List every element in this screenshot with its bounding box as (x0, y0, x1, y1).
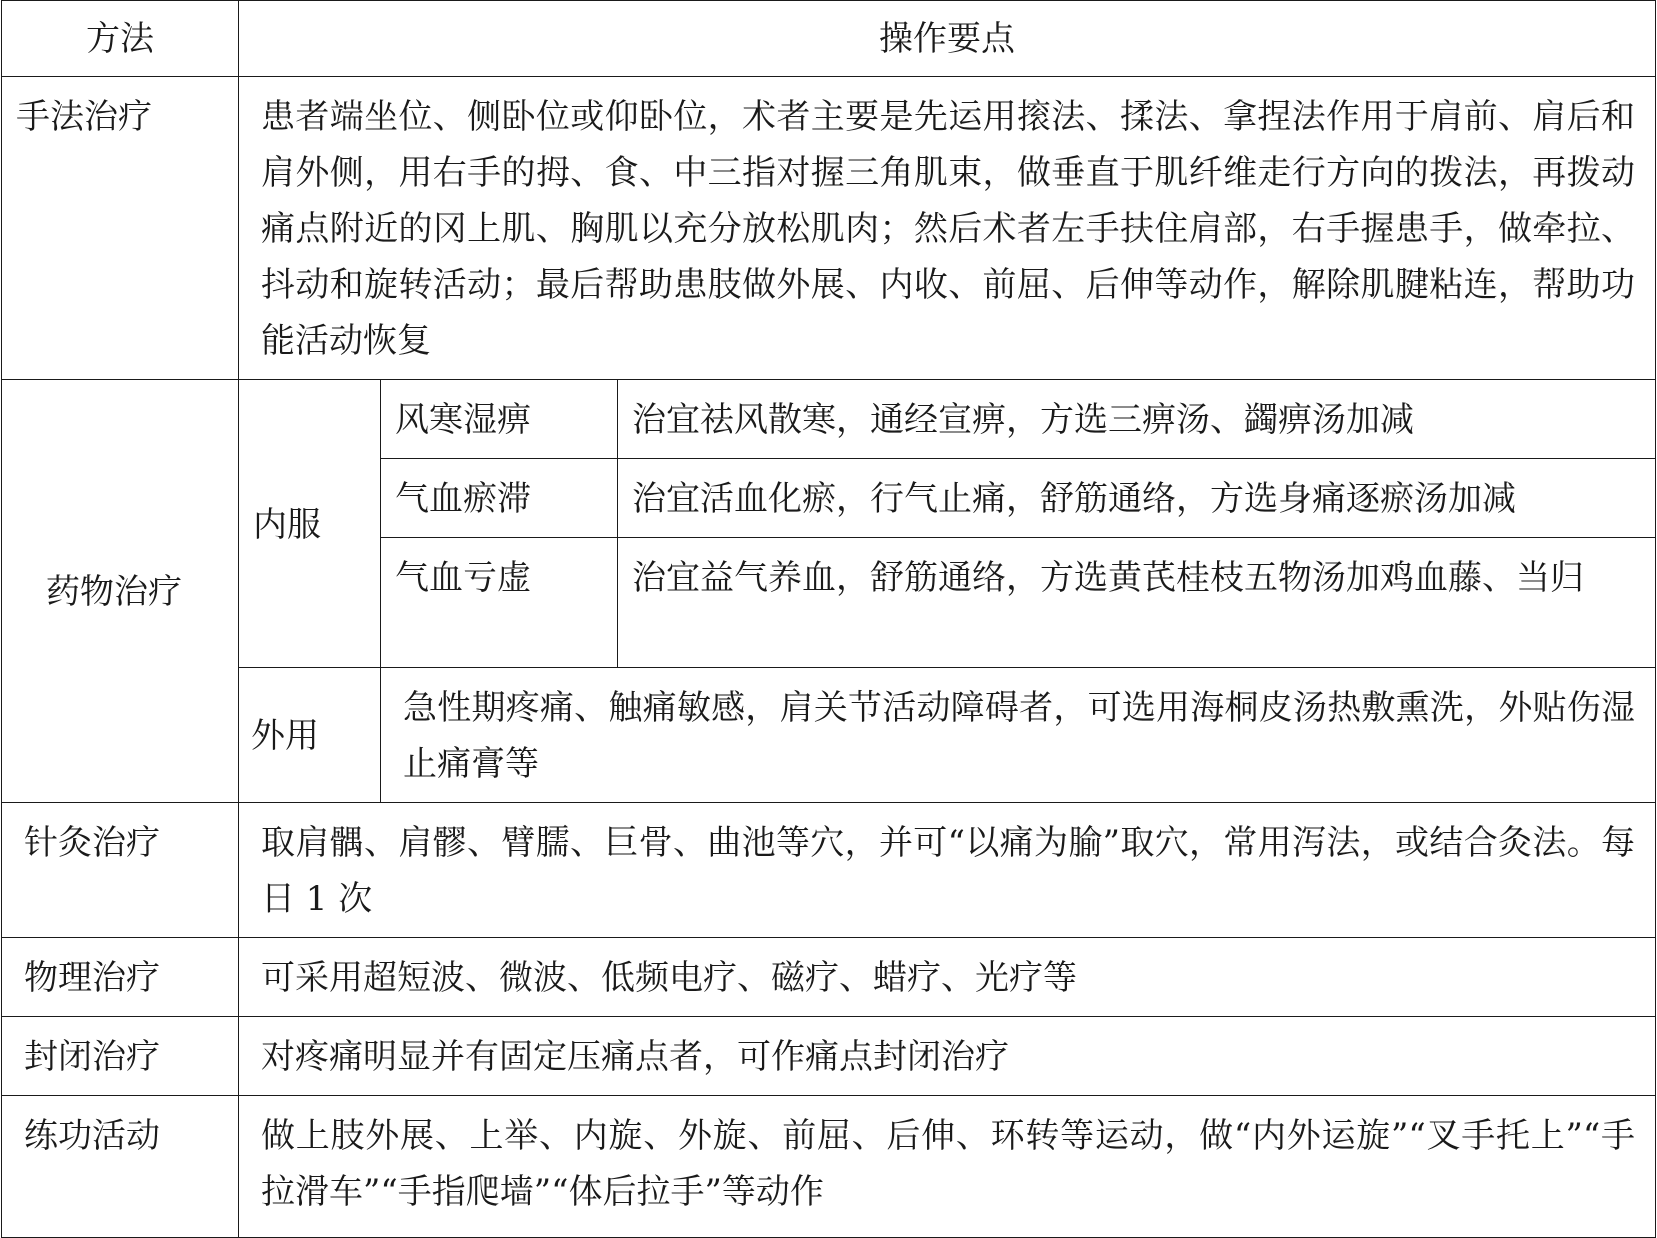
row-exercise (2, 1096, 1656, 1238)
text-acupuncture: 取肩髃、肩髎、臂臑、巨骨、曲池等穴，并可“以痛为腧”取穴，常用泻法，或结合灸法。每日 1 次 (239, 803, 1656, 938)
header-key-points: 操作要点 (239, 1, 1656, 77)
text-exercise: 做上肢外展、上举、内旋、外旋、前屈、后伸、环转等运动，做“内外运旋”“叉手托上”“手拉滑车”“手指爬墙”“体后拉手”等动作 (239, 1096, 1656, 1238)
text-manual: 患者端坐位、侧卧位或仰卧位，术者主要是先运用㨰法、揉法、拿捏法作用于肩前、肩后和肩外侧，用右手的拇、食、中三指对握三角肌束，做垂直于肌纤维走行方向的拨法，再拨动痛点附近的冈上肌、胸肌以充分放松肌肉；然后术者左手扶住肩部，右手握患手，做牵拉、抖动和旋转活动；最后帮助患肢做外展、内收、前屈、后伸等动作，解除肌腱粘连，帮助功能活动恢复 (239, 77, 1656, 380)
method-drug: 药物治疗 (2, 380, 239, 803)
row-drug-external (2, 668, 1656, 803)
text-physical: 可采用超短波、微波、低频电疗、磁疗、蜡疗、光疗等 (239, 938, 1656, 1017)
type-qi-blood-stasis: 气血瘀滞 (381, 459, 618, 538)
method-acupuncture: 针灸治疗 (2, 803, 239, 938)
method-manual: 手法治疗 (2, 77, 239, 380)
method-block: 封闭治疗 (2, 1017, 239, 1096)
text-qi-blood-stasis: 治宜活血化瘀，行气止痛，舒筋通络，方选身痛逐瘀汤加减 (618, 459, 1656, 538)
row-block (2, 1017, 1656, 1096)
row-acupuncture (2, 803, 1656, 938)
treatment-table (1, 0, 1656, 1238)
text-external: 急性期疼痛、触痛敏感，肩关节活动障碍者，可选用海桐皮汤热敷熏洗，外贴伤湿止痛膏等 (381, 668, 1656, 803)
label-external: 外用 (239, 668, 381, 803)
method-physical: 物理治疗 (2, 938, 239, 1017)
text-qi-blood-deficiency: 治宜益气养血，舒筋通络，方选黄芪桂枝五物汤加鸡血藤、当归 (618, 538, 1656, 668)
method-exercise: 练功活动 (2, 1096, 239, 1238)
text-wind-cold-damp: 治宜祛风散寒，通经宣痹，方选三痹汤、蠲痹汤加减 (618, 380, 1656, 459)
type-qi-blood-deficiency: 气血亏虚 (381, 538, 618, 668)
header-row (2, 1, 1656, 77)
label-internal: 内服 (239, 380, 381, 668)
type-wind-cold-damp: 风寒湿痹 (381, 380, 618, 459)
row-drug-internal-1 (2, 380, 1656, 459)
text-block: 对疼痛明显并有固定压痛点者，可作痛点封闭治疗 (239, 1017, 1656, 1096)
header-method: 方法 (2, 1, 239, 77)
row-physical (2, 938, 1656, 1017)
row-manual-therapy (2, 77, 1656, 380)
